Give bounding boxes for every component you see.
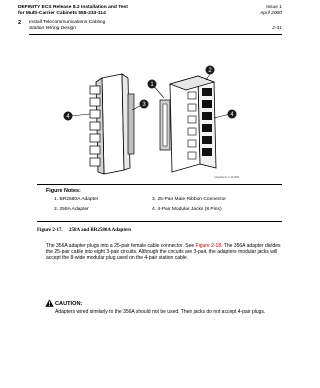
header-title-line1: DEFINITY ECS Release 8.2 Installation and Test: [18, 5, 128, 10]
svg-text:1: 1: [150, 82, 154, 89]
caution-warning-icon: [45, 299, 54, 307]
header-rule: [29, 34, 282, 35]
chapter-title: Install Telecommunications Cabling: [29, 20, 106, 25]
chapter-heading: [29, 20, 105, 31]
svg-text:4: 4: [66, 114, 70, 121]
figure-code: cabg32a KLC 031396: [214, 176, 240, 179]
figure-note-1: 1. BR2580A Adapter: [54, 197, 99, 202]
figure-notes-title: Figure Notes:: [46, 188, 81, 194]
callout-3: [140, 100, 149, 109]
document-header-issue: [260, 5, 282, 16]
figure-note-3: 3. 25-Pair Male Ribbon Connector: [152, 197, 226, 202]
chapter-subtitle: Station Wiring Design: [29, 25, 76, 31]
body-text-part1: The 356A adapter plugs into a 25-pair female cable connector. See: [46, 243, 196, 249]
chapter-number: 2: [18, 20, 22, 26]
svg-text:3: 3: [142, 102, 146, 109]
callout-1: [148, 80, 157, 89]
callout-4-right: [228, 110, 237, 119]
figure-caption-text: 258A and BR2580A Adapters: [69, 228, 132, 233]
figure-caption-label: Figure 2-17.: [37, 228, 63, 233]
header-date: April 2000: [259, 10, 282, 16]
figure-top-rule: [37, 184, 282, 185]
body-paragraph: [46, 243, 282, 262]
svg-text:2: 2: [208, 68, 212, 75]
document-header-title: [18, 5, 128, 16]
page-number: 2-31: [272, 25, 282, 31]
callout-4-left: [64, 112, 73, 121]
figure-note-2: 2. 258A Adapter: [54, 207, 89, 212]
adapter-illustration: [60, 64, 240, 182]
figure-caption: [37, 228, 131, 233]
header-issue: Issue 1: [266, 5, 282, 10]
callout-2: [206, 66, 215, 75]
figure-2-18-link[interactable]: Figure 2-18: [195, 243, 222, 249]
adapter-br2580a-drawing: [160, 76, 216, 172]
figure-note-4: 4. 4-Pair Modular Jacks (8 Pins): [152, 207, 222, 212]
header-title-line2: for Multi-Carrier Cabinets 555-233-114: [18, 10, 106, 16]
caution-text: Adapters wired similarly to the 356A should not be used. Their jacks do not accept 4-pair plugs.: [55, 309, 266, 315]
body-text-part2: . The 356A adapter divides the 25-pair cable into eight 3-pair circuits. Although the circuits are 3-pair, the adapters modular jacks will accept the 8-wide modular plug used on the 4-pair station cable.: [46, 243, 281, 262]
figure-bottom-rule: [37, 221, 282, 222]
adapter-258a-drawing: [90, 74, 134, 174]
caution-label: CAUTION:: [55, 301, 83, 307]
svg-text:4: 4: [230, 112, 234, 119]
